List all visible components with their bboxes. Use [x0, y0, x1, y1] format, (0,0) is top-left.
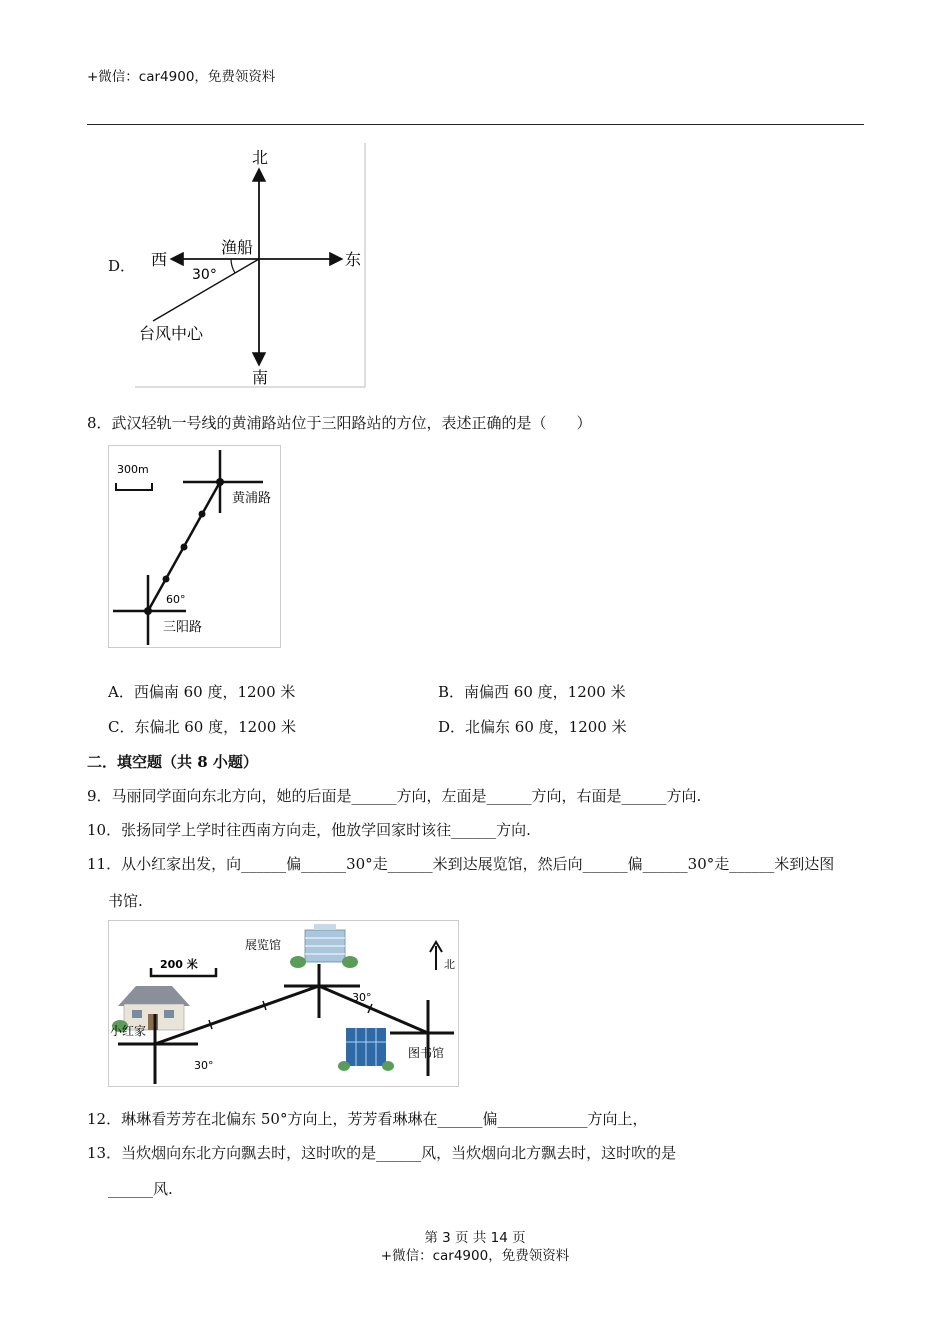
footer-watermark: +微信：car4900，免费领资料	[380, 1248, 570, 1264]
q10-text: 10．张扬同学上学时往西南方向走，他放学回家时该往______方向.	[87, 821, 531, 839]
scale-label: 200 米	[160, 958, 198, 971]
museum-label: 展览馆	[245, 938, 282, 952]
q12-text: 12．琳琳看芳芳在北偏东 50°方向上，芳芳看琳琳在______偏____________方向上，	[87, 1110, 648, 1128]
home-label: 小红家	[110, 1024, 147, 1038]
q11-line1: 11．从小红家出发，向______偏______30°走______米到达展览馆，然后向______偏______30°走______米到达图	[87, 855, 835, 873]
typhoon-label: 台风中心	[139, 324, 204, 343]
compass-figure	[135, 143, 367, 389]
q13-line2: ______风.	[108, 1180, 173, 1198]
library-label: 图书馆	[408, 1046, 445, 1060]
q8-option-d: D．北偏东 60 度，1200 米	[438, 718, 627, 736]
west-label: 西	[151, 250, 168, 269]
q7-option-d-label: D．	[108, 257, 136, 275]
south-label: 南	[252, 368, 269, 387]
section-title: 二．填空题（共 8 小题）	[87, 753, 258, 771]
route-leg-2	[319, 986, 428, 1033]
north-label: 北	[252, 148, 269, 167]
library-icon	[338, 1028, 394, 1071]
q8-stem: 8．武汉轻轨一号线的黄浦路站位于三阳路站的方位，表述正确的是（ ）	[87, 414, 592, 432]
q9-text: 9．马丽同学面向东北方向，她的后面是______方向，左面是______方向，右面是______方向.	[87, 787, 702, 805]
page-number: 第 3 页 共 14 页	[424, 1230, 526, 1246]
q8-option-c: C．东偏北 60 度，1200 米	[108, 718, 297, 736]
boat-label: 渔船	[221, 238, 254, 257]
header-watermark: +微信：car4900，免费领资料	[87, 69, 276, 85]
east-label: 东	[345, 250, 362, 269]
route-figure	[108, 920, 460, 1088]
angle-label: 60°	[166, 593, 186, 606]
bottom-station-label: 三阳路	[163, 620, 203, 635]
q8-option-b: B．南偏西 60 度，1200 米	[438, 683, 626, 701]
scale-bar	[116, 483, 152, 490]
angle-label: 30°	[192, 267, 217, 283]
angle-arc	[231, 259, 235, 273]
q11-line2: 书馆.	[108, 892, 143, 910]
scale-label: 300m	[117, 463, 149, 476]
header-rule	[87, 124, 864, 125]
museum-icon	[290, 924, 358, 968]
north-label: 北	[444, 958, 455, 971]
angle2-label: 30°	[352, 991, 372, 1004]
top-station-label: 黄浦路	[232, 491, 272, 506]
q8-option-a: A．西偏南 60 度，1200 米	[108, 683, 296, 701]
angle1-label: 30°	[194, 1059, 214, 1072]
metro-figure	[108, 445, 283, 650]
q13-line1: 13．当炊烟向东北方向飘去时，这时吹的是______风，当炊烟向北方飘去时，这时吹的是	[87, 1144, 677, 1162]
